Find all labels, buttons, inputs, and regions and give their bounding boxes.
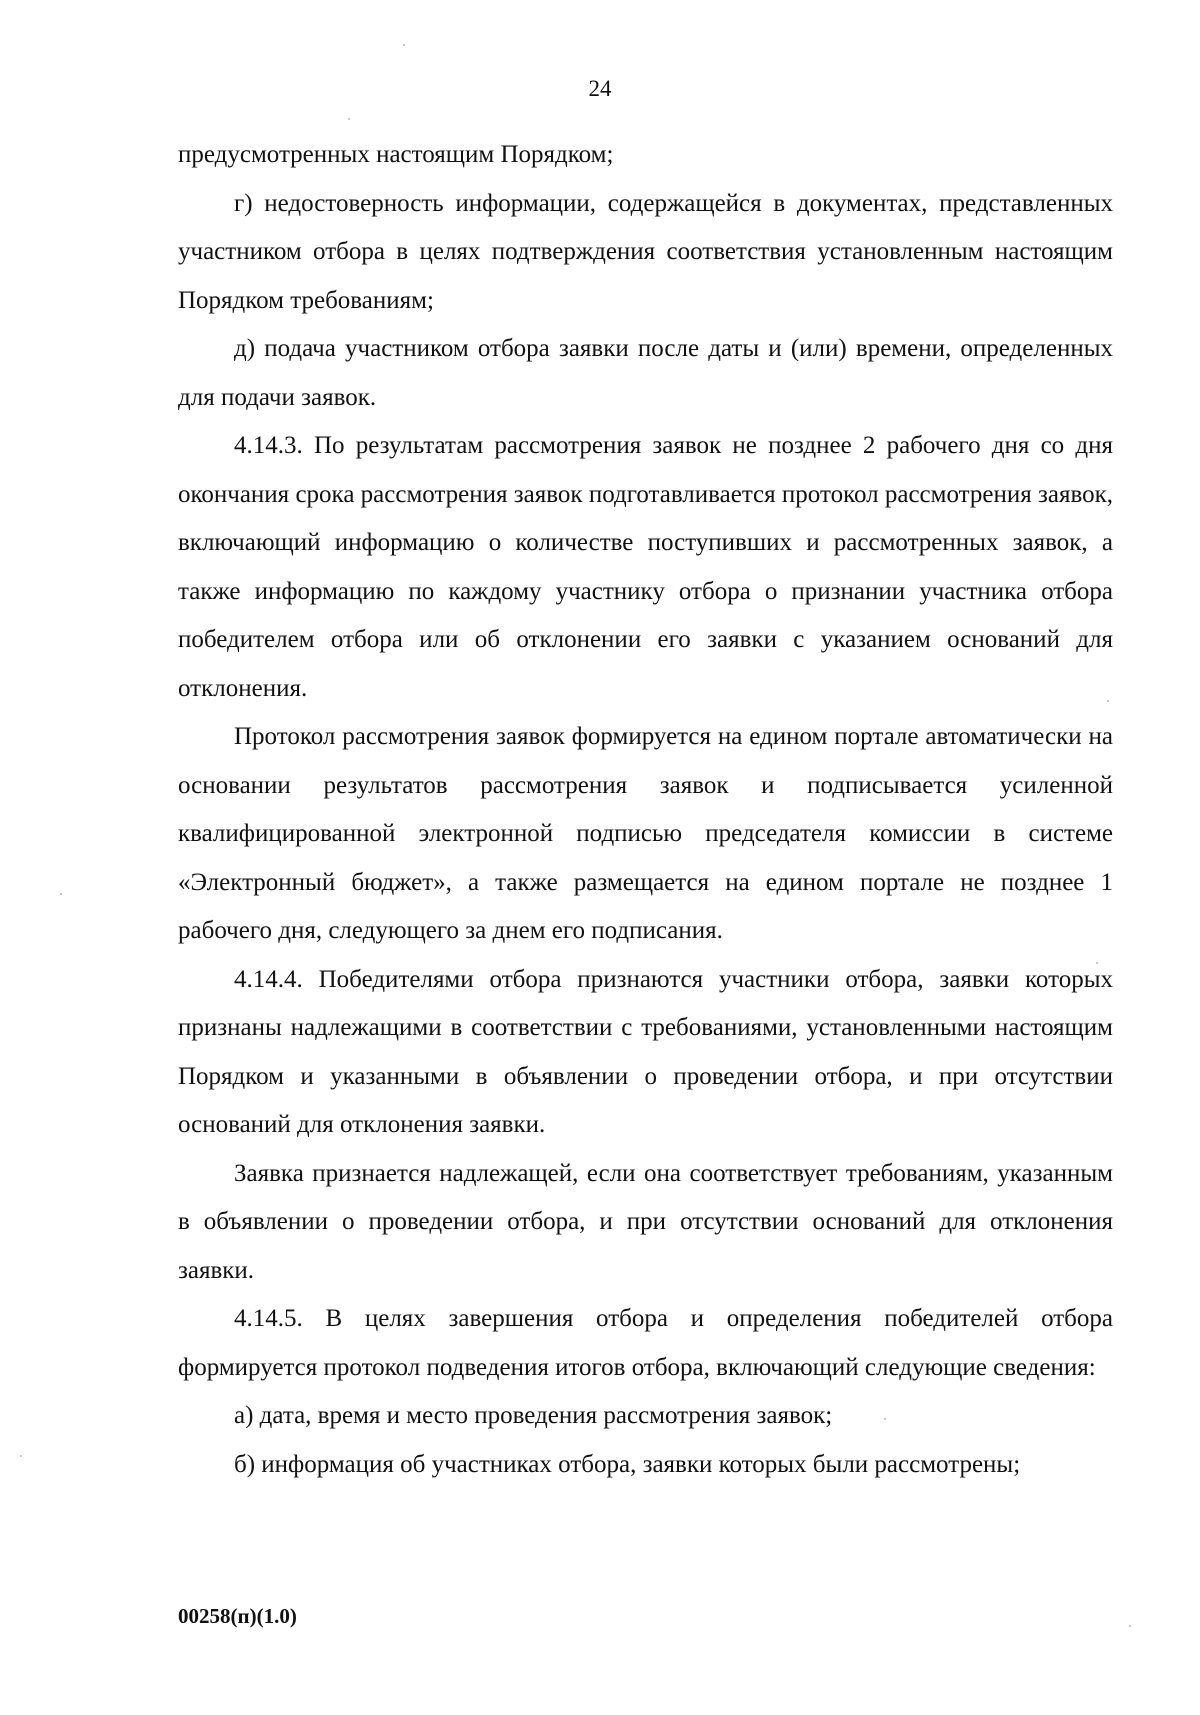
paragraph-application-proper: Заявка признается надлежащей, если она соответствует требованиям, указанным в объявлении о проведении отбора, и при отсутствии оснований для отклонения заявки. [178, 1159, 1113, 1284]
paragraph-item-b: б) информация об участниках отбора, заявки которых были рассмотрены; [234, 1450, 1021, 1478]
scan-speck [60, 893, 62, 895]
paragraph-item-d: д) подача участником отбора заявки после даты и (или) времени, определенных для подачи заявок. [178, 335, 1113, 411]
paragraph-item-g: г) недостоверность информации, содержащейся в документах, представленных участником отбора в целях подтверждения соответствия установленным настоящим Порядком требованиям; [178, 189, 1113, 314]
paragraph-protocol: Протокол рассмотрения заявок формируется на едином портале автоматически на основании результатов рассмотрения заявок и подписывается усиленной квалифицированной электронной подписью председателя комиссии в системе «Электронный бюджет», а также размещается на едином портале не позднее 1 рабочего дня, следующего за днем его подписания. [178, 723, 1113, 944]
scan-speck [1129, 1625, 1131, 1627]
paragraph-4-14-3: 4.14.3. По результатам рассмотрения заявок не позднее 2 рабочего дня со дня окончания срока рассмотрения заявок подготавливается протокол рассмотрения заявок, включающий информацию о количестве поступивших и рассмотренных заявок, а также информацию по каждому участнику отбора о признании участника отбора победителем отбора или об отклонении его заявки с указанием оснований для отклонения. [178, 432, 1113, 702]
paragraph-4-14-4: 4.14.4. Победителями отбора признаются участники отбора, заявки которых признаны надлежащими в соответствии с требованиями, установленными настоящим Порядком и указанными в объявлении о проведении отбора, и при отсутствии оснований для отклонения заявки. [178, 965, 1113, 1138]
document-code: 00258(п)(1.0) [178, 1604, 297, 1628]
scan-speck [884, 1418, 886, 1420]
scan-speck [1107, 700, 1109, 702]
page-number: 24 [588, 76, 612, 101]
scan-speck [20, 1455, 22, 1457]
paragraph-4-14-5: 4.14.5. В целях завершения отбора и определения победителей отбора формируется протокол подведения итогов отбора, включающий следующие сведения: [178, 1305, 1113, 1381]
paragraph-continuation: предусмотренных настоящим Порядком; [178, 141, 614, 168]
document-body [178, 131, 1113, 1489]
scan-speck [403, 44, 405, 46]
paragraph-item-a: а) дата, время и место проведения рассмотрения заявок; [234, 1402, 833, 1429]
scan-speck [348, 118, 350, 120]
scan-speck [1096, 962, 1098, 964]
